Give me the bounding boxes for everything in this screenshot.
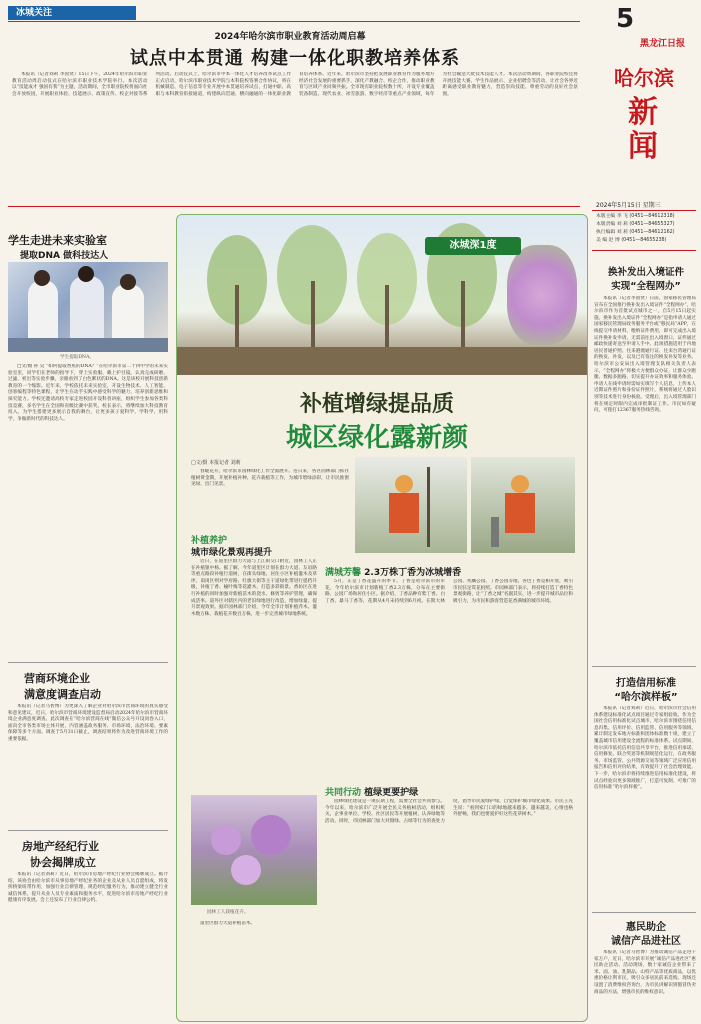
flower-photo [191, 795, 317, 905]
right-article1-text: 本报讯（记者李国贤）日前，国家移民管理局宣布在全国推行换补发出入境证件“全程网办”，哈尔滨市作为首批试点城市之一，自5月15日起实施。换补发出入境证件“全程网办”是指申请人通过国家移民管理局政务服务平台或“移民局”APP，在线提交申请材料、缴纳证件费用，即可完成出入境证件换补发申请，无需前往出入境窗口，证件通过邮政快递寄送至申请人手中。此项措施适用于内地居民普通护照、往来港澳通行证、往来台湾通行证的换发、补发，以及已有签注的换发补发等业务。哈尔滨市公安局出入境管理支队相关负责人表示，“全程网办”将极大方便群众办证，让群众少跑腿、数据多跑路，切实提升办证效率和服务体验。申请人在线申请时需如实填写个人信息，上传本人近期证件照片和身份证件照片，系统将通过人脸识别等技术进行身份核验。受理后，出入境管理部门将在规定时限内完成审批制证工作。市民如有疑问，可拨打12367服务热线咨询。 [594, 296, 696, 414]
dna-photo-caption: 学生提取DNA。 [60, 355, 94, 360]
section-name-2: 新闻 [628, 95, 658, 164]
editor-row: 美 编 赵 博 (0451—84655238) [596, 238, 667, 243]
worker-photo-1 [355, 457, 467, 553]
column-tag-label: 冰城关注 [16, 8, 53, 18]
right-article2-text: 本报讯（记者刘莉）近日，哈尔滨市社会信用体系建设标准化试点项目通过专家组验收。作为全国社会信用标准化试点城市，哈尔滨市围绕信用信息归集、信用评价、信用监管、信用服务等领域，累计制定发布地方标准和团体标准数十项，建立了覆盖城市信用建设全流程的标准体系。试点期间，哈尔滨市依托信用信息共享平台，推进信用承诺、信用修复、联合奖惩等机制规范化运行，在政务服务、市场监管、公共资源交易等领域广泛应用信用报告和信用评价结果，有效提升了社会治理效能。下一步，哈尔滨市将持续推进信用标准化建设，将试点经验向更多领域推广，打造可复制、可推广的信用标准“哈尔滨样板”。 [594, 706, 696, 791]
paper-name: 黑龙江日报 [640, 39, 686, 49]
feature-headline-1: 补植增绿提品质 [299, 392, 454, 417]
feature-section3-header [325, 785, 418, 798]
feature-section3-subtitle: 植绿更要护绿 [364, 788, 419, 798]
editor-row: 本版责编 刘 莉 (0451—84655327) [596, 222, 675, 227]
right-article1-headline-1: 换补发出入境证件 [607, 267, 684, 278]
right-article2-body [594, 706, 696, 906]
right-article2-headline-2: “哈尔滨样板” [614, 692, 678, 703]
left-article1-subheadline: 提取DNA 做科技达人 [20, 251, 109, 261]
feature-section2-subtitle: 2.3万株丁香为冰城增香 [364, 568, 462, 578]
right-article1-headline-2: 实现“全程网办” [611, 281, 681, 292]
lead-kicker: 2024年哈尔滨市职业教育活动周启幕 [214, 32, 366, 42]
editor-row: 本版主编 李 飞 (0451—84612318) [596, 214, 675, 219]
right-article1-body [594, 296, 696, 660]
feature-section1-subtitle: 城市绿化景观再提升 [191, 548, 273, 558]
left-article2-text: 本报讯（记者马智博）为更深入了解企业对哈尔滨市营商环境的真实感受和意见建议，近日，哈尔滨市营商环境建设监督局启动2024年哈尔滨市营商环境企业满意度调查。此次调查在“哈尔滨营商在线”微信公众号开设问卷入口，面向全市各类市场主体开展，内容涵盖政务服务、市场环境、法治环境、要素保障等多个方面。调查于5月31日截止，调查结果将作为改进营商环境工作的重要依据。 [8, 704, 168, 742]
left-article3-subheadline: 协会揭牌成立 [30, 856, 96, 869]
feature-badge [425, 237, 521, 255]
worker-photo-2 [471, 457, 575, 553]
dna-photo [8, 262, 168, 352]
left-article2-body [8, 704, 168, 824]
right-article2-headline-1: 打造信用标准 [616, 678, 676, 689]
issue-date: 2024年5月15日 星期三 [596, 202, 661, 209]
lead-byline: 本报讯（记者刘莉 李国贤） [21, 72, 79, 77]
column-tag [8, 6, 136, 20]
feature-section3-title: 共同行动 [325, 788, 362, 798]
feature-badge-label: 冰城深1度 [449, 240, 497, 251]
editor-row: 执行编辑 刘 莉 (0451—84612162) [596, 230, 675, 235]
left-article3-headline: 房地产经纪行业 [22, 840, 99, 853]
feature-section3-text: 园林绿化建设是一项长期工程，需要全社会共同参与。今年以来，哈尔滨市广泛开展全民义务植树活动，组织机关、企事业单位、学校、社区居民等开展植树、认养绿地等活动。同时，市园林部门加大对毁绿、占绿等行为的查处力度，倡导市民爱绿护绿，自觉保护城市绿化成果。市民王先生说：“看到家门口的绿地越来越多、越来越美，心情也格外舒畅，我们也要爱护好这些花草树木。” [325, 799, 573, 824]
lead-body-text: 15日下午，2024年哈尔滨市职业教育活动周启动仪式在哈尔滨市职业技术学院举行。本次活动以“技能成才 强国有我”为主题，活动期间，全市职业院校将面向社会开放校园，开展职业体验、技能展示、政策宣传、校企对接等系列活动。启动仪式上，哈尔滨市中本一体化人才培养改革试点工作正式启动，哈尔滨市职业技术学院与本科院校签署合作协议，将在机械制造、电子信息等专业开展中本贯通培养试点，打通中职、高职与本科教育衔接通道，构建纵向贯通、横向融通的一体化职业教育培养体系。近年来，哈尔滨市坚持把发展职业教育作为服务地方经济社会发展的重要抓手，深化产教融合、校企合作，推动职业教育与区域产业同频共振。全市现有职业院校数十所，开设专业覆盖装备制造、现代农业、冰雪旅游、数字经济等重点产业领域，每年为社会输送大批技术技能人才。本次活动周期间，各职业院校还将开展技能大赛、学生作品展示、企业招聘会等活动，让社会各界近距离感受职业教育魅力，营造崇尚技能、尊重劳动的良好社会氛围。 [12, 72, 578, 97]
left-article1-headline: 学生走进未来实验室 [8, 234, 107, 247]
right-article3-headline-1: 惠民助企 [626, 922, 666, 933]
lead-body [12, 72, 578, 204]
feature-section2-body [325, 579, 573, 779]
feature-intro-text: 春暖花开，哈尔滨市园林绿化工作全面展开。连日来，各区园林部门抓住植树黄金期，开展补植补种、花卉栽植等工作，为城市增绿添彩，让市民推窗见绿、出门见景。 [191, 469, 349, 488]
left-article1-byline: □文/摄 孙 昊 [17, 364, 45, 369]
left-article2-subheadline: 满意度调查启动 [24, 688, 101, 701]
feature-main-caption [191, 921, 317, 1011]
feature-section1-text: 近日，在道里区群力大道与上江街交口附近，园林工人正在补植银中杨。据了解，今年道里区计划在群力大道、友谊路等重点路段补植行道树，在街头绿地、居住小区补植灌木及草坪。南岗区则对学府路、红旗大街等主干道绿化带进行提档升级，补植丁香、榆叶梅等花灌木，打造多彩街景。香坊区在进行补植的同时加强对新植苗木的浇水、修剪等养护管理，确保成活率。道外区对辖区内的老旧绿地进行改造，增加绿量，提升景观效果。据市园林部门介绍，今年全市计划补植乔木、灌木数万株，栽植花卉数百万株，进一步完善城市绿地系统。 [191, 559, 317, 617]
feature-section3-body [325, 799, 573, 1013]
editor-list [596, 213, 698, 245]
left-article1-text: “如何提取香蕉的DNA？”在哈尔滨市第二十四中学的未来实验室里，同学们在老师的指导下，穿上实验服、戴上护目镜，认真完成研磨、过滤、析出等实验步骤，亲眼看到了白色絮状的DNA。这是该校开展科技创新教育的一个缩影。近年来，学校依托未来实验室，开设生物技术、人工智能、创客编程等特色课程，让学生在动手实践中感受科学的魅力，培养创新思维和探究能力。学校还邀请高校专家走进校园开设科普讲座，组织学生参加各类科技竞赛，多名学生在全国和省级比赛中获奖。校长表示，将继续加大科技教育投入，为学生搭建更多展示自我的舞台，让更多孩子爱科学、学科学、用科学，争做新时代的科技达人。 [8, 364, 168, 422]
flower-photo-caption: 园林工人栽植花卉。 [207, 910, 249, 915]
feature-section2-title: 满城芳馨 [325, 568, 362, 578]
tree-photo-main [177, 215, 587, 375]
feature-headline-2: 城区绿化露新颜 [285, 423, 468, 453]
left-article1-body [8, 364, 168, 654]
feature-frame [176, 214, 588, 1022]
right-article3-headline-2: 诚信产品进社区 [611, 936, 681, 947]
right-article3-text: 本报讯（记者马智博）为推动诚信产品走进千家万户，近日，哈尔滨市开展“诚信产品进社区”惠民助企活动。活动现场，数十家诚信企业带来了米、面、油、乳制品、山特产品等优质商品，以优惠价格让利市民，吸引众多居民前来选购。现场还设置了消费维权咨询台，为市民讲解识别假冒伪劣商品的方法，增强市民的维权意识。 [594, 950, 696, 995]
feature-main-caption-text: 道里区群力大道补植苗木。 [200, 921, 256, 926]
lead-headline: 试点中本贯通 构建一体化职教培养体系 [129, 48, 461, 69]
feature-byline: □文/摄 本报记者 刘莉 [191, 460, 241, 466]
left-article2-headline: 营商环境企业 [24, 672, 90, 685]
feature-intro [191, 469, 349, 527]
section-name-1: 哈尔滨 [614, 66, 674, 90]
page-number: 5 [616, 4, 635, 34]
feature-section2-header [325, 565, 461, 578]
left-article3-text: 本报讯（记者刘莉）近日，哈尔滨市房地产经纪行业协会揭牌成立。据介绍，该协会由哈尔滨市从事房地产经纪业务的企业及从业人员自愿组成，将发挥桥梁纽带作用，加强行业自律管理，规范经纪服务行为，推动建立健全行业诚信体系，提升从业人员专业素质和服务水平，促进哈尔滨市房地产经纪行业健康有序发展。会上还发布了行业自律公约。 [8, 872, 168, 904]
right-article3-body [594, 950, 696, 1020]
feature-section1-title: 补植养护 [191, 536, 228, 546]
feature-section2-text: 5月，正是丁香花盛开的季节。丁香是哈尔滨市的市花，今年哈尔滨市计划新植丁香2.3万株，分布在主要街路、公园广场和居住小区。据介绍，丁香品种有紫丁香、白丁香、暴马丁香等，花期从4月末持续到6月初。在斯大林公园、兆麟公园、丁香公园等地，各色丁香竞相开放，吸引市民驻足赏花拍照。市园林部门表示，将持续打造丁香特色景观街路，让“丁香之城”名副其实，进一步提升城市品位和吸引力，为市民和游客营造花香满城的城市环境。 [325, 579, 573, 604]
left-article3-body [8, 872, 168, 1018]
feature-section1-body [191, 559, 317, 789]
